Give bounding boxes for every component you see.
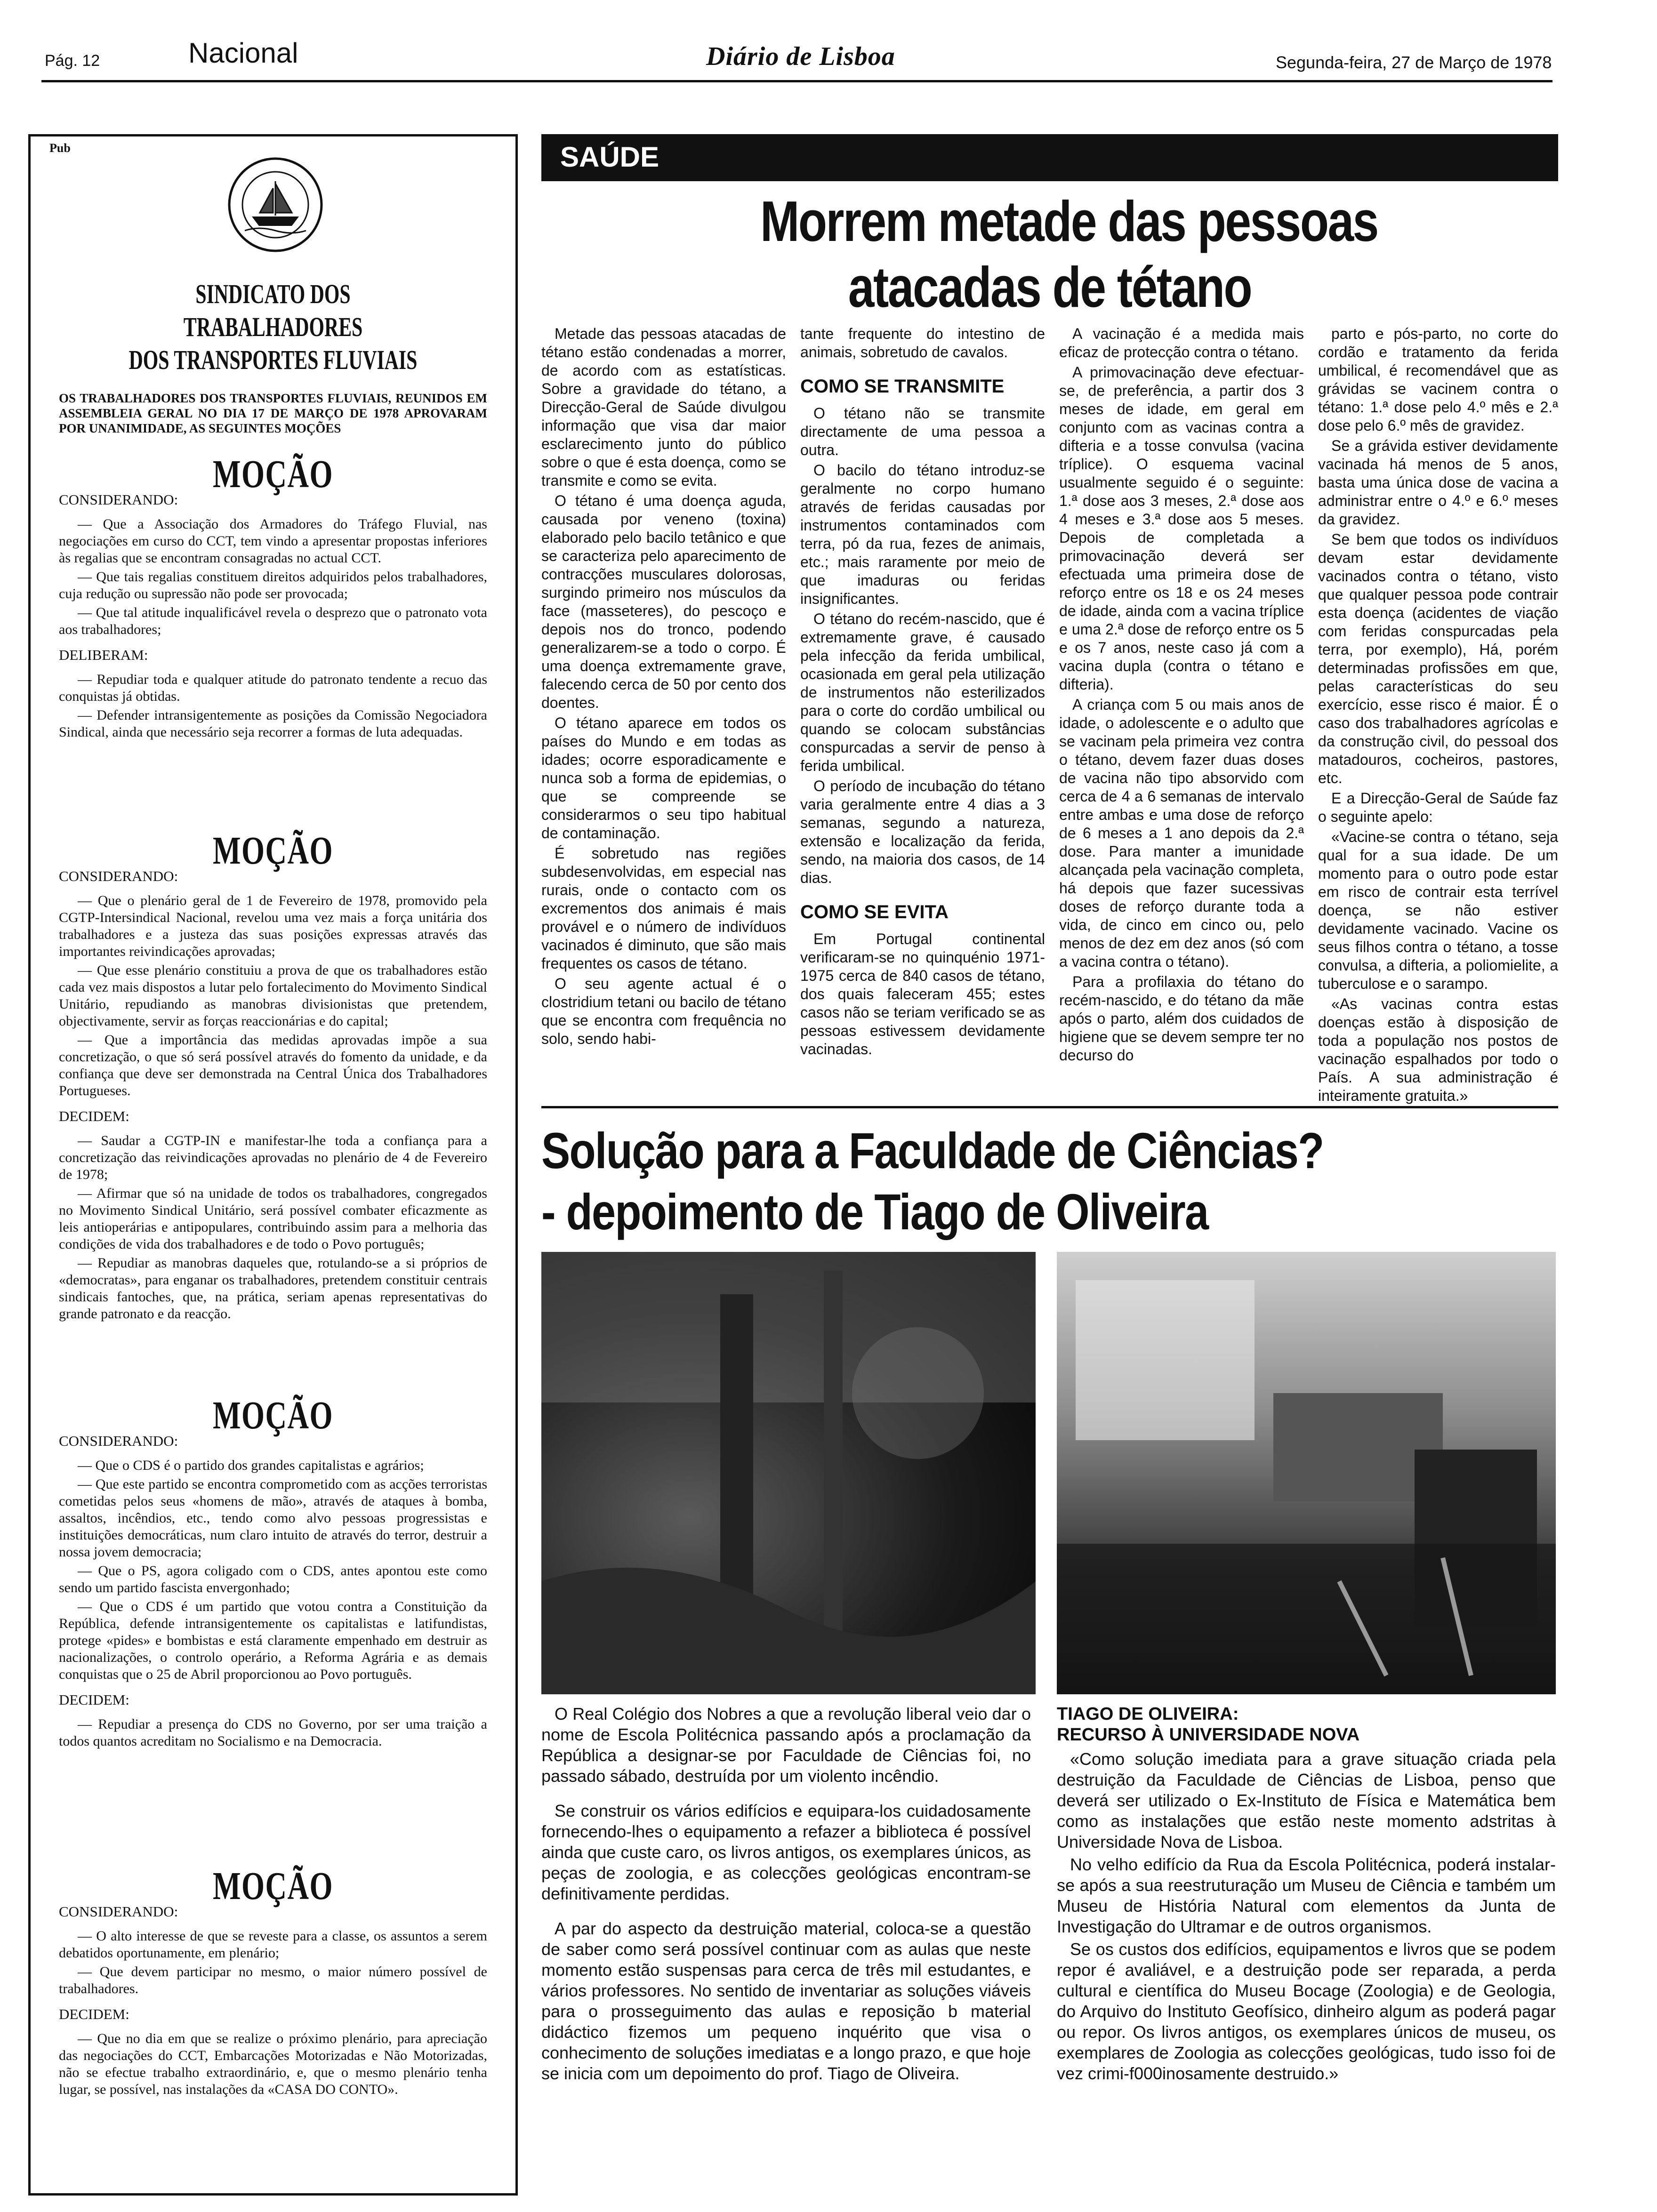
paragraph: A criança com 5 ou mais anos de idade, o adolescente e o adulto que se vacinam pela primeira vez contra o tétano, devem fazer duas doses de vacina não tipo absorvido com cerca de 4 a 6 semanas de intervalo entre ambas e uma dose de reforço de 6 meses a 1 ano depois da 2.ª dose. Para manter a imunidade alcançada pela vacinação completa, há depois que fazer sucessivas doses de reforço durante toda a vida, de cinco em cinco ou, pelo menos de dez em dez anos (só com a vacina contra o tétano). xyxy=(1059,696,1304,970)
paragraph: Se a grávida estiver devidamente vacinada há menos de 5 anos, basta uma única dose de vacina a administrar entre o 4.º e 6.º meses da gravidez. xyxy=(1318,437,1558,528)
clause: — Repudiar toda e qualquer atitude do patronato tendente a recuo das conquistas já obtidas. xyxy=(59,672,487,704)
paragraph: Para a profilaxia do tétano do recém-nascido, e do tétano da mãe após o parto, além dos cuidados de higiene que se devem sempre ter no decurso do xyxy=(1059,973,1304,1064)
masthead-rule xyxy=(41,80,1552,82)
paragraph: O tétano não se transmite directamente de uma pessoa a outra. xyxy=(800,405,1045,458)
paragraph: Se construir os vários edifícios e equipara-los cuidadosamente fornecendo-lhes o equipamento a refazer a biblioteca é possível ainda que custe caro, os livros antigos, os exemplares únicos, as peças de zoologia, e as colecções geológicas encontram-se definitivamente perdidas. xyxy=(541,1801,1031,1903)
masthead xyxy=(0,28,1657,85)
photo-detail-icon xyxy=(541,1252,1036,1694)
clause: — Que o PS, agora coligado com o CDS, antes apontou este como sendo um partido fascista envergonhado; xyxy=(59,1563,487,1595)
paragraph: A par do aspecto da destruição material, coloca-se a questão de saber como será possível continuar com as aulas que neste momento estão suspensas para cerca de três mil estudantes, e vários professores. No sentido de inventariar as soluções viáveis para o prosseguimento das aulas e reposição b material didáctico fizemos um pequeno inquérito que visa o conhecimento de soluções imediatas e a longo prazo, e que hoje se inicia com um depoimento do prof. Tiago de Oliveira. xyxy=(541,1919,1031,2083)
mocao-heading: MOÇÃO xyxy=(213,1394,333,1437)
pub-label: Pub xyxy=(49,141,71,155)
interview-subheading: TIAGO DE OLIVEIRA: xyxy=(1057,1704,1239,1724)
paragraph: A vacinação é a medida mais eficaz de protecção contra o tétano. xyxy=(1059,325,1304,361)
decidem-label: DECIDEM: xyxy=(59,1691,129,1708)
fire-ruins-photo xyxy=(541,1252,1036,1694)
clause: — Que a Associação dos Armadores do Tráfego Fluvial, nas negociações em curso do CCT, tem vindo a apresentar propostas inferiores às regalias que se encontram consagradas no actual CCT. xyxy=(59,516,487,566)
mocao-heading: MOÇÃO xyxy=(213,452,333,496)
paragraph: tante frequente do intestino de animais, sobretudo de cavalos. xyxy=(800,325,1045,361)
paragraph: «Vacine-se contra o tétano, seja qual for a sua idade. De um momento para o outro pode estar em risco de contrair esta terrível doença, se não estiver devidamente vacinado. Vacine os seus filhos contra o tétano, a tosse convulsa, a difteria, a poliomielite, a tuberculose e o sarampo. xyxy=(1318,828,1558,992)
paragraph: Se os custos dos edifícios, equipamentos e livros que se podem repor é avaliável, e a destruição pode ser reparada, a perda cultural e científica do Museu Bocage (Zoologia) e de Geologia, do Arquivo do Instituto Geofísico, dinheiro algum as poderá pagar ou repor. Os livros antigos, os exemplares únicos de museu, os exemplares de Zoologia as colecções geológicas, tudo isso foi de vez crimi-f000inosamente destruido.» xyxy=(1057,1940,1556,2083)
clause: — Que o plenário geral de 1 de Fevereiro de 1978, promovido pela CGTP-Intersindical Nacional, revelou uma vez mais a força unitária dos trabalhadores e a justeza das suas posições expressas através das importantes reivindicações aprovadas; xyxy=(59,893,487,959)
paragraph: O período de incubação do tétano varia geralmente entre 4 dias a 3 semanas, segundo a natureza, extensão e localização da ferida, sendo, na maioria dos casos, de 14 dias. xyxy=(800,777,1045,886)
clause: — Que esse plenário constituiu a prova de que os trabalhadores estão cada vez mais dispostos a lutar pelo fortalecimento do Movimento Sindical Unitário, repudiando as manobras divisionistas que pretendem, objectivamente, servir as forças reaccionárias e do capital; xyxy=(59,962,487,1029)
paragraph: parto e pós-parto, no corte do cordão e tratamento da ferida umbilical, é recomendável que as grávidas se vacinem contra o tétano: 1.ª dose pelo 4.º mês e 2.ª dose pelo 6.º mês de gravidez. xyxy=(1318,325,1558,434)
clause: — Que o CDS é um partido que votou contra a Constituição da República, defende intransigentemente os capitalistas e latifundistas, protege «pides» e bombistas e está claramente empenhado em destruir as nacionalizações, o controlo operário, a Reforma Agrária e as demais conquistas que o 25 de Abril proporcionou ao Povo português. xyxy=(59,1599,487,1682)
clause: — Afirmar que só na unidade de todos os trabalhadores, congregados no Movimento Sindical Unitário, será possível combater eficazmente as leis antioperárias e antipopulares, contribuindo assim para a melhoria das condições de vida dos trabalhadores e de todo o Povo português; xyxy=(59,1186,487,1252)
paragraph: «Como solução imediata para a grave situação criada pela destruição da Faculdade de Ciências de Lisboa, penso que deverá ser utilizado o Ex-Instituto de Física e Matemática bem como as instalações que estão neste momento adstritas à Universidade Nova de Lisboa. xyxy=(1057,1749,1556,1851)
ciencias-left-column xyxy=(541,1704,1031,2086)
saude-column-2 xyxy=(800,325,1045,1060)
union-seal-icon xyxy=(226,155,325,254)
saude-column-4 xyxy=(1318,325,1558,1107)
headline-line1: Morrem metade das pessoas xyxy=(760,189,1378,253)
clause: — Repudiar a presença do CDS no Governo, por ser uma traição a todos quantos acreditam no Socialismo e na Democracia. xyxy=(59,1716,487,1749)
paragraph: O seu agente actual é o clostridium tetani ou bacilo de tétano que se encontra com frequência no solo, sendo habi- xyxy=(541,975,786,1047)
issue-date: Segunda-feira, 27 de Março de 1978 xyxy=(1276,53,1552,72)
paragraph: O tétano do recém-nascido, que é extremamente grave, é causado pela infecção da ferida umbilical, ocasionada em geral pela utilização de instrumentos não esterilizados para o corte do cordão umbilical ou quando se colocam substâncias conspurcadas a servir de penso à ferida umbilical. xyxy=(800,610,1045,774)
clause: — Que tal atitude inqualificável revela o desprezo que o patronato vota aos trabalhadores; xyxy=(59,605,487,637)
paragraph: O bacilo do tétano introduz-se geralmente no corpo humano através de feridas causadas por instrumentos contaminados com terra, pó da rua, fezes de animais, etc.; mais raramente por meio de que imaduras ou feridas insignificantes. xyxy=(800,462,1045,607)
paragraph: Se bem que todos os indivíduos devam estar devidamente vacinados contra o tétano, visto que qualquer pessoa pode contrair esta doença (acidentes de viação com feridas conspurcadas pela terra, por exemplo), Há, porém determinadas profissões em que, pelas características do seu exercício, esse risco é maior. É o caso dos trabalhadores agrícolas e da construção civil, do pessoal dos matadouros, cocheiros, pastores, etc. xyxy=(1318,531,1558,786)
headline-line2: - depoimento de Tiago de Oliveira xyxy=(541,1183,1208,1240)
considerando-label: CONSIDERANDO: xyxy=(59,491,178,508)
clause: — Que este partido se encontra comprometido com as acções terroristas cometidas pelos seus «homens de mão», através de ataques à bomba, assaltos, incêndios, etc., tendo como alvo pessoas progressistas e instituições democráticas, num claro intuito de através do terror, destruir a nossa jovem democracia; xyxy=(59,1476,487,1560)
paragraph: O tétano aparece em todos os países do Mundo e em todas as idades; ocorre esporadicamente e nunca sob a forma de epidemias, o que se compreende se considerarmos o seu tipo habitual de contaminação. xyxy=(541,714,786,842)
mocao-heading: MOÇÃO xyxy=(213,829,333,873)
decidem-label: DECIDEM: xyxy=(59,1108,129,1124)
saude-section-bar xyxy=(541,134,1558,181)
considerando-label: CONSIDERANDO: xyxy=(59,1433,178,1449)
paragraph: «As vacinas contra estas doenças estão à disposição de toda a população nos postos de vacinação espalhados por todo o País. A sua administração é inteiramente gratuita.» xyxy=(1318,995,1558,1104)
considerando-label: CONSIDERANDO: xyxy=(59,1903,178,1920)
union-title-line2: DOS TRANSPORTES FLUVIAIS xyxy=(129,345,418,375)
clause: — Defender intransigentemente as posições da Comissão Negociadora Sindical, ainda que necessário seja recorrer a formas de luta adequadas. xyxy=(59,707,487,740)
paragraph: No velho edifício da Rua da Escola Politécnica, poderá instalar-se após a sua reestruturação um Museu de Ciência e também um Museu de História Natural com elementos da Junta de Investigação do Ultramar e de outros organismos. xyxy=(1057,1855,1556,1936)
decidem-label: DECIDEM: xyxy=(59,2006,129,2022)
subheading-evita: COMO SE EVITA xyxy=(800,902,949,922)
clause: — Repudiar as manobras daqueles que, rotulando-se a si próprios de «democratas», para enganar os trabalhadores, pretendem constituir centrais sindicais fantoches, que, na prática, seriam apenas representativas do grande patronato e da reacção. xyxy=(59,1255,487,1322)
paragraph: Em Portugal continental verificaram-se no quinquénio 1971-1975 cerca de 840 casos de tétano, dos quais faleceram 455; estes casos não se teriam verificado se as pessoas estivessem devidamente vacinadas. xyxy=(800,930,1045,1058)
subheading-transmite: COMO SE TRANSMITE xyxy=(800,376,1005,397)
ciencias-right-column xyxy=(1057,1704,1556,2086)
headline-line2: atacadas de tétano xyxy=(848,255,1252,319)
clause: — Que a importância das medidas aprovadas impõe a sua concretização, o que só será possível através do fomento da unidade, e da confiança que deve ser demonstrada na Central Única dos Trabalhadores Portugueses. xyxy=(59,1032,487,1098)
paragraph: É sobretudo nas regiões subdesenvolvidas, em especial nas rurais, onde o contacto com os excrementos dos animais é mais provável e o número de indivíduos vacinados é diminuto, que são mais frequentes os casos de tétano. xyxy=(541,845,786,972)
paragraph: O tétano é uma doença aguda, causada por veneno (toxina) elaborado pelo bacilo tetânico e que se caracteriza pelo aparecimento de contracções musculares dolorosas, surgindo primeiro nos músculos da face (masseteres), do pescoço e depois nos do tronco, podendo generalizarem-se a todo o corpo. É uma doença extremamente grave, falecendo cerca de 50 por cento dos doentes. xyxy=(541,492,786,711)
section-name: Nacional xyxy=(188,37,298,69)
interview-subheading: RECURSO À UNIVERSIDADE NOVA xyxy=(1057,1725,1360,1745)
deliberam-label: DELIBERAM: xyxy=(59,647,148,663)
tetanus-headline xyxy=(697,188,1403,320)
clause: — Que devem participar no mesmo, o maior número possível de trabalhadores. xyxy=(59,1964,487,1996)
mocao-heading: MOÇÃO xyxy=(213,1864,333,1908)
clause: — Que no dia em que se realize o próximo plenário, para apreciação das negociações do CCT, Embarcações Motorizadas e Não Motorizadas, não se efectue trabalho extraordinário, e, que o mesmo plenário tenha lugar, se possível, nas instalações da «CASA DO CONTO». xyxy=(59,2031,487,2097)
article-separator xyxy=(541,1106,1558,1108)
burned-lab-photo xyxy=(1057,1252,1556,1694)
paragraph: A primovacinação deve efectuar-se, de preferência, a partir dos 3 meses de idade, em geral em conjunto com as vacinas contra a difteria e a tosse convulsa (vacina tríplice). O esquema vacinal usualmente seguido é o seguinte: 1.ª dose aos 3 meses, 2.ª dose aos 4 meses e 3.ª dose aos 5 meses. Depois de completada a primovacinação deverá ser efectuada uma primeira dose de reforço entre os 18 e os 24 meses de idade, ainda com a vacina tríplice e uma 2.ª dose de reforço entre os 5 e os 7 anos, neste caso já com a vacina dupla (contra o tétano e difteria). xyxy=(1059,364,1304,693)
clause: — Saudar a CGTP-IN e manifestar-lhe toda a confiança para a concretização das reivindicações aprovadas no plenário de 4 de Fevereiro de 1978; xyxy=(59,1133,487,1182)
photo-detail-icon xyxy=(1057,1252,1556,1694)
paragraph: Metade das pessoas atacadas de tétano estão condenadas a morrer, de acordo com as estatísticas. Sobre a gravidade do tétano, a Direcção-Geral de Saúde divulgou informação que visa dar maior esclarecimento junto do público sobre o que é esta doença, como se transmite e como se evita. xyxy=(541,325,786,489)
clause: — Que o CDS é o partido dos grandes capitalistas e agrários; xyxy=(78,1458,424,1473)
union-title-line1: SINDICATO DOS TRABALHADORES xyxy=(183,279,363,342)
union-advertisement xyxy=(28,134,518,2196)
saude-column-1 xyxy=(541,325,786,1050)
union-intro: OS TRABALHADORES DOS TRANSPORTES FLUVIAIS, REUNIDOS EM ASSEMBLEIA GERAL NO DIA 17 DE MARÇO DE 1978 APROVARAM POR UNANIMIDADE, AS SEGUINTES MOÇÕES xyxy=(59,391,487,435)
considerando-label: CONSIDERANDO: xyxy=(59,868,178,884)
headline-line1: Solução para a Faculdade de Ciências? xyxy=(541,1122,1324,1179)
ciencias-headline xyxy=(541,1120,1558,1242)
saude-column-3 xyxy=(1059,325,1304,1066)
paragraph: E a Direcção-Geral de Saúde faz o seguinte apelo: xyxy=(1318,790,1558,825)
saude-section-label: SAÚDE xyxy=(560,141,660,173)
clause: — O alto interesse de que se reveste para a classe, os assuntos a serem debatidos oportunamente, em plenário; xyxy=(59,1928,487,1961)
paragraph: O Real Colégio dos Nobres a que a revolução liberal veio dar o nome de Escola Politécnica passando após a proclamação da República a designar-se por Faculdade de Ciências foi, no passado sábado, destruída por um violento incêndio. xyxy=(541,1704,1031,1786)
newspaper-name: Diário de Lisboa xyxy=(706,42,895,71)
clause: — Que tais regalias constituem direitos adquiridos pelos trabalhadores, cuja redução ou supressão não pode ser provocada; xyxy=(59,569,487,601)
page-number: Pág. 12 xyxy=(45,52,100,70)
